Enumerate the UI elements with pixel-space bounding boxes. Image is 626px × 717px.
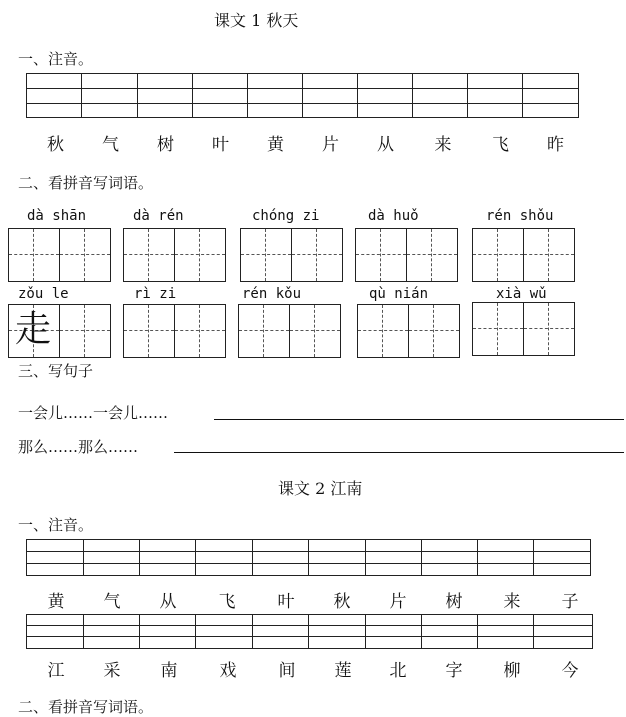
lesson2-char-row-1	[28, 587, 598, 612]
writing-box[interactable]	[8, 304, 111, 358]
answer-line-1[interactable]	[214, 419, 624, 420]
char: 飞	[218, 592, 236, 612]
char: 字	[445, 661, 463, 681]
char: 片	[322, 135, 339, 155]
writing-box[interactable]	[8, 228, 111, 282]
char: 间	[278, 661, 296, 681]
pinyin-label: rén kǒu	[242, 286, 302, 302]
char: 从	[377, 135, 394, 155]
writing-cell[interactable]	[174, 305, 225, 357]
writing-cell[interactable]	[241, 229, 291, 281]
writing-cell[interactable]	[124, 305, 174, 357]
writing-box[interactable]	[238, 304, 341, 358]
char: 叶	[277, 592, 295, 612]
lesson2-title: 课文 2 江南	[278, 479, 363, 498]
char: 北	[389, 661, 407, 681]
char: 南	[160, 661, 178, 681]
lesson1-section3-heading: 三、写句子	[18, 362, 94, 380]
char: 气	[103, 592, 121, 612]
char: 秋	[333, 592, 351, 612]
char: 叶	[212, 135, 229, 155]
writing-cell[interactable]	[289, 305, 340, 357]
char: 气	[102, 135, 119, 155]
writing-cell[interactable]	[408, 305, 459, 357]
lesson1-title: 课文 1 秋天	[214, 11, 299, 30]
char: 今	[561, 661, 579, 681]
writing-cell[interactable]	[9, 229, 59, 281]
writing-box[interactable]	[357, 304, 460, 358]
writing-cell[interactable]	[406, 229, 457, 281]
char: 来	[434, 135, 452, 155]
char: 秋	[47, 135, 64, 155]
pinyin-label: rì zi	[134, 286, 177, 302]
char: 树	[157, 135, 174, 155]
lesson2-section1-heading: 一、注音。	[18, 516, 94, 534]
writing-cell[interactable]	[523, 303, 574, 355]
pinyin-label: qù nián	[369, 286, 429, 302]
writing-cell[interactable]	[473, 229, 523, 281]
char: 黄	[267, 135, 284, 155]
char: 黄	[47, 592, 65, 612]
pinyin-label: dà rén	[133, 208, 184, 224]
char: 飞	[492, 135, 509, 155]
char: 戏	[219, 661, 237, 681]
writing-box[interactable]	[472, 228, 575, 282]
char: 树	[445, 592, 463, 612]
writing-cell[interactable]	[59, 229, 110, 281]
char: 江	[47, 661, 65, 681]
sentence-prompt-2: 那么……那么……	[18, 438, 139, 456]
writing-cell[interactable]	[523, 229, 574, 281]
char: 采	[103, 661, 121, 681]
char: 子	[561, 592, 579, 612]
writing-cell[interactable]	[9, 305, 59, 357]
char: 从	[159, 592, 177, 612]
lesson2-section2-heading: 二、看拼音写词语。	[18, 698, 154, 716]
handwritten-char: 走	[15, 309, 52, 350]
writing-box[interactable]	[123, 228, 226, 282]
lesson1-char-row	[28, 130, 583, 155]
writing-cell[interactable]	[291, 229, 342, 281]
writing-box[interactable]	[472, 302, 575, 356]
char: 片	[389, 592, 407, 612]
writing-cell[interactable]	[174, 229, 225, 281]
char: 昨	[547, 135, 564, 155]
writing-cell[interactable]	[356, 229, 406, 281]
pinyin-label: rén shǒu	[486, 208, 554, 224]
pinyin-label: chóng zi	[252, 208, 320, 224]
writing-cell[interactable]	[239, 305, 289, 357]
writing-cell[interactable]	[358, 305, 408, 357]
lesson1-section1-heading: 一、注音。	[18, 50, 94, 68]
writing-box[interactable]	[123, 304, 226, 358]
pinyin-label: dà huǒ	[368, 208, 419, 224]
writing-box[interactable]	[240, 228, 343, 282]
pinyin-label: xià wǔ	[496, 286, 547, 302]
writing-box[interactable]	[355, 228, 458, 282]
pinyin-label: zǒu le	[18, 286, 69, 302]
char: 莲	[334, 661, 352, 681]
lesson1-section2-heading: 二、看拼音写词语。	[18, 174, 154, 192]
writing-cell[interactable]	[124, 229, 174, 281]
sentence-prompt-1: 一会儿……一会儿……	[18, 404, 169, 422]
pinyin-label: dà shān	[27, 208, 87, 224]
answer-line-2[interactable]	[174, 452, 624, 453]
lesson2-char-row-2	[28, 656, 598, 681]
char: 来	[503, 592, 521, 612]
char: 柳	[503, 661, 521, 681]
writing-cell[interactable]	[473, 303, 523, 355]
writing-cell[interactable]	[59, 305, 110, 357]
